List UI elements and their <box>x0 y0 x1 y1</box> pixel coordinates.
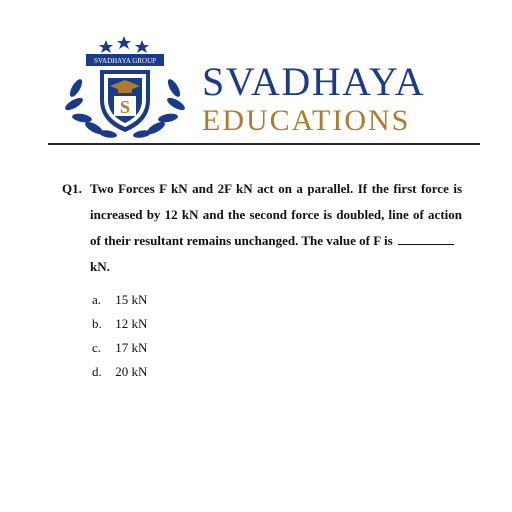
option-letter: c. <box>92 340 102 355</box>
option-c <box>92 336 147 360</box>
shield-letter: S <box>119 97 131 117</box>
option-b <box>92 312 147 336</box>
header-divider <box>48 143 480 145</box>
option-text: 20 kN <box>115 364 148 379</box>
question-block <box>62 176 462 280</box>
svadhaya-logo <box>62 26 482 144</box>
question-number: Q1. <box>62 181 82 196</box>
option-letter: a. <box>92 292 102 307</box>
brand-subtitle: EDUCATIONS <box>202 104 411 137</box>
question-text-container <box>90 176 462 280</box>
option-text: 17 kN <box>115 340 148 355</box>
option-text: 12 kN <box>115 316 148 331</box>
banner-text: SVADHAYA GROUP <box>93 57 157 65</box>
shield-emblem-icon <box>62 26 192 144</box>
options-list <box>92 288 147 384</box>
question-text: Two Forces F kN and 2F kN act on a parallel. If the first force is increased by 12 kN and the second force is doubled, line of action of their resultant remains unchanged. The value of F is <box>90 181 462 248</box>
question-suffix: kN. <box>90 259 110 274</box>
option-d <box>92 360 147 384</box>
option-a <box>92 288 147 312</box>
option-letter: b. <box>92 316 102 331</box>
brand-name: SVADHAYA <box>202 59 426 104</box>
answer-blank <box>398 232 454 245</box>
option-letter: d. <box>92 364 102 379</box>
option-text: 15 kN <box>115 292 148 307</box>
